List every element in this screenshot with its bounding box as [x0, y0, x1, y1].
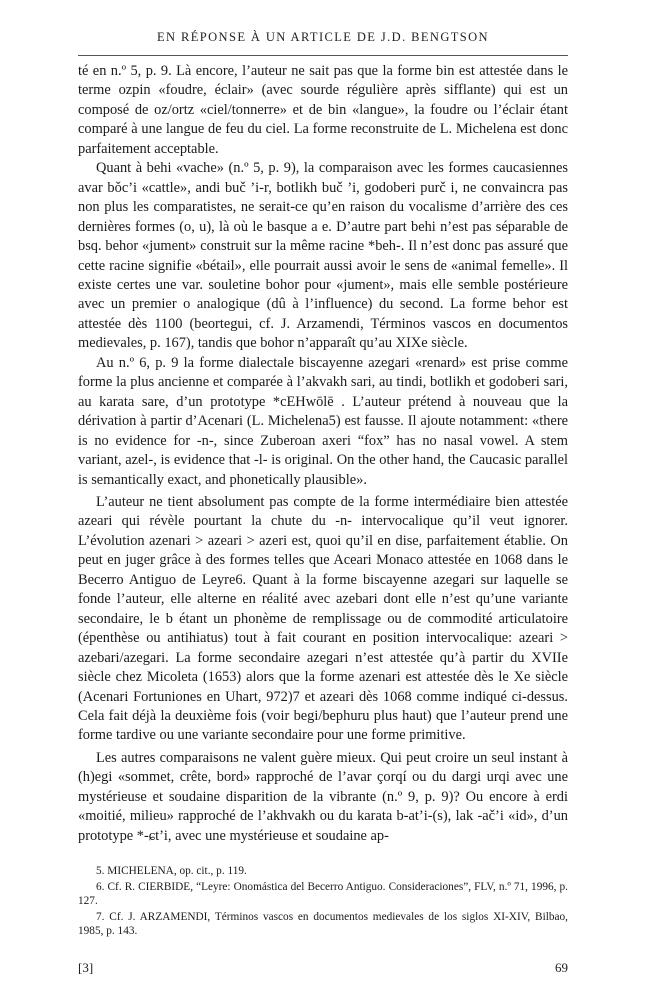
footnote-5: 5. MICHELENA, op. cit., p. 119. [96, 865, 247, 877]
paragraph-5: Les autres comparaisons ne valent guère mieux. Qui peut croire un seul instant à (h)egi «sommet, crête, bord» rapproché de l’avar çorqí ou du dargi urqi avec une mystérieuse et soudaine disparition de la vibrante (n.º 9, p. 9)? Ou encore à erdi «moitié, milieu» rapproché de l’akhvakh ou du karata b-at’i-(s), lak -ač’i «id», d’un prototype *-ɕt’i, avec une mystérieuse et soudaine ap- [78, 749, 568, 844]
main-text [78, 62, 568, 846]
footnotes [78, 864, 568, 940]
running-header: EN RÉPONSE À UN ARTICLE DE J.D. BENGTSON [157, 30, 489, 44]
section-marker: [3] [78, 960, 94, 975]
paragraph-3: Au n.º 6, p. 9 la forme dialectale biscayenne azegari «renard» est prise comme forme la plus ancienne et comparée à l’akvakh sari, au tindi, botlikh et godoberi sari, au karata sare, d’un prototype *cEHwōlē . L’auteur prétend à nouveau que la dérivation à partir d’Acenari (L. Michelena5) est fausse. Il ajoute notamment: «there is no evidence for -n-, since Zuberoan axeri “fox” has no nasal vowel. A stem variant, azel-, is evidence that -l- is original. On the other hand, the Caucasic parallel is semantically exact, and phonetically plausible». [78, 354, 568, 488]
paragraph-4: L’auteur ne tient absolument pas compte de la forme intermédiaire bien attestée azeari qui révèle pourtant la chute du -n- intervocalique qu’il veut ignorer. L’évolution azenari > azeari > azeri est, quoi qu’il en dise, parfaitement établie. On peut en juger grâce à des formes telles que Aceari Monaco attestée en 1068 dans le Becerro Antiguo de Leyre6. Quant à la forme biscayenne azegari sur laquelle se fonde l’auteur, elle alterne en réalité avec azebari dont elle n’est qu’une variante secondaire, le b étant un phonème de remplissage ou de commodité articulatoire (épenthèse ou antihiatus) tout à fait courant en position intervocalique: azeari > azebari/azegari. La forme secondaire azegari n’est attestée qu’à partir du XVIIe siècle chez Micoleta (1653) alors que la forme azenari est attestée dès le Xe siècle (Acenari Fortuniones en Uhart, 972)7 et azeari dès 1068 comme indiqué ci-dessus. Cela fait déjà la deuxième fois (voir begi/bephuru plus haut) que l’auteur prend une forme tardive ou une variante secondaire pour une forme primitive. [78, 493, 568, 744]
page-number: 69 [555, 960, 568, 975]
paragraph-1: té en n.º 5, p. 9. Là encore, l’auteur ne sait pas que la forme bin est attestée dans le terme ozpin «foudre, éclair» (avec sourde régulière après sifflante) qui est un composé de oz/ortz «ciel/tonnerre» et de bin «langue», la foudre ou l’éclair étant comparé à une langue de feu du ciel. La forme reconstruite de L. Michelena est donc parfaitement acceptable. [78, 63, 568, 157]
footnote-7: 7. Cf. J. ARZAMENDI, Términos vascos en documentos medievales de los siglos XI-XIV, Bilbao, 1985, p. 143. [78, 910, 568, 937]
header-rule [78, 55, 568, 56]
footnote-6: 6. Cf. R. CIERBIDE, “Leyre: Onomástica del Becerro Antiguo. Consideraciones”, FLV, n.º 71, 1996, p. 127. [78, 880, 568, 907]
paragraph-2: Quant à behi «vache» (n.º 5, p. 9), la comparaison avec les formes caucasiennes avar bǒc’i «cattle», andi buč ’i-r, botlikh buč ’i, godoberi purč i, ne convaincra pas non plus les comparatistes, ne serait-ce qu’en raison du vocalisme d’arrière des ces dernières formes (o, u), là où le basque a e. D’autre part behi n’est pas séparable de bsq. behor «jument» construit sur la même racine *beh-. Il n’est donc pas assuré que cette racine signifie «bétail», elle pourrait aussi avoir le sens de «animal femelle». Il existe certes une var. souletine bohor pour «jument», mais elle semble postérieure avec un premier o analogique (dû à l’influence) du second. La forme behor est attestée dès 1100 (beortegui, cf. J. Arzamendi, Términos vascos en documentos medievales, p. 167), tandis que bohor n’apparaît qu’au XIXe siècle. [78, 160, 568, 352]
